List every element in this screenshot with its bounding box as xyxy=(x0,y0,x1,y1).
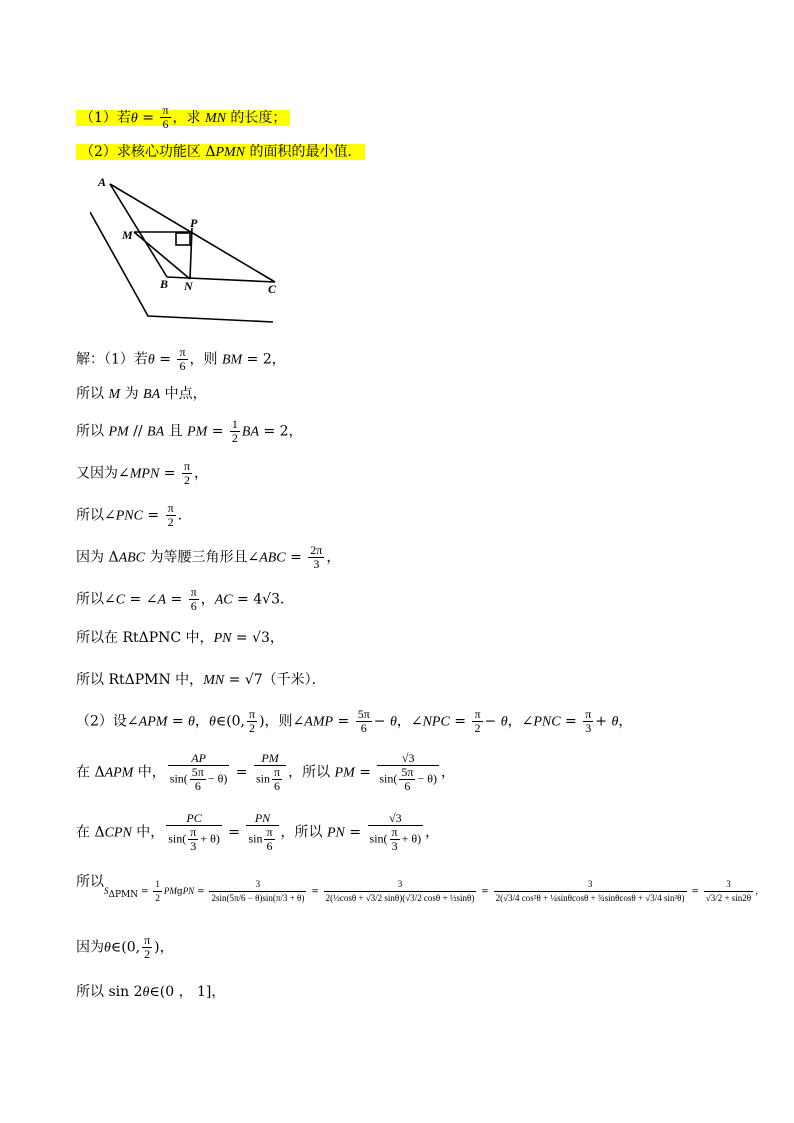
solution-line-10: （2）设∠APM = θ，θ∈(0, $\frac{\pi}{2}$ )，则∠AMP = $\frac{5\pi}{6}$ − θ，∠NPC = $\frac{\pi}{2}$ − θ，∠PNC = $\frac{\pi}{3}$ + θ， xyxy=(76,707,633,735)
label-C: C xyxy=(268,282,277,296)
geometry-figure xyxy=(90,172,290,328)
solution-line-6: 因为 ΔABC 为等腰三角形且∠ABC = $\frac{2\pi}{3}$ ， xyxy=(76,543,341,571)
label-M: M xyxy=(122,228,133,242)
label-B: B xyxy=(160,277,169,291)
solution-line-5: 所以∠PNC = $\frac{\pi}{2}$ ． xyxy=(76,501,192,529)
plane-outline xyxy=(90,212,273,322)
question-1: （1）若θ = $\frac{\pi}{6}$ ，求 MN 的长度； xyxy=(76,104,290,131)
label-A: A xyxy=(98,175,107,189)
solution-line-3: 所以 PM // BA 且 PM = $\frac{1}{2}$ BA = 2， xyxy=(76,417,303,445)
area-formula: $S_{\Delta PMN}$ = $\frac{1}{2}$ PMgPN = $\frac{3}{2\sin(5\pi/6 - \theta)\sin(\pi/3 + \theta)}$ = $\frac{3}{\text{2(½cosθ + √3/2 sinθ)(√3/2 cosθ + ½sinθ)}}$ = $\frac{3}{\text{2(√3/4 cos²θ + ¼sinθcosθ + ¾sinθcosθ + √3/4 sin²θ)}}$ = $\frac{3}{√3/2 + \sin 2\theta}$ ， xyxy=(104,879,765,903)
right-angle-mark xyxy=(176,233,190,245)
edge-MN xyxy=(134,232,190,279)
solution-line-2: 所以 M 为 BA 中点， xyxy=(76,386,207,402)
solution-line-1: 解：（1）若θ = $\frac{\pi}{6}$ ，则 BM = 2， xyxy=(76,345,286,373)
solution-line-14: 因为θ∈(0, $\frac{\pi}{2}$ )， xyxy=(76,933,174,961)
solution-line-12: 在 ΔCPN 中， PC sin( $\frac{\pi}{3}$ + θ) = PN sin $\frac{\pi}{6}$ ，所以 PN = √3 sin( $\frac{\pi}{3}$ + θ) ， xyxy=(76,811,440,853)
solution-line-9: 所以 RtΔPMN 中，MN = √7（千米）． xyxy=(76,672,326,688)
solution-line-7: 所以∠C = ∠A = $\frac{\pi}{6}$ ，AC = 4√3． xyxy=(76,585,294,613)
label-P: P xyxy=(190,216,198,230)
solution-line-4: 又因为∠MPN = $\frac{\pi}{2}$ ， xyxy=(76,459,208,487)
solution-line-15: 所以 sin 2θ∈(0 ， 1]， xyxy=(76,984,226,1000)
solution-line-11: 在 ΔAPM 中， AP sin( $\frac{5\pi}{6}$ − θ) = PM sin $\frac{\pi}{6}$ ，所以 PM = √3 sin( $\frac{5\pi}{6}$ − θ) ， xyxy=(76,751,455,793)
solution-line-13-prefix: 所以 xyxy=(76,874,104,890)
solution-line-8: 所以在 RtΔPNC 中，PN = √3， xyxy=(76,630,284,646)
label-N: N xyxy=(184,279,193,293)
question-2: （2）求核心功能区 ΔPMN 的面积的最小值． xyxy=(76,142,365,163)
